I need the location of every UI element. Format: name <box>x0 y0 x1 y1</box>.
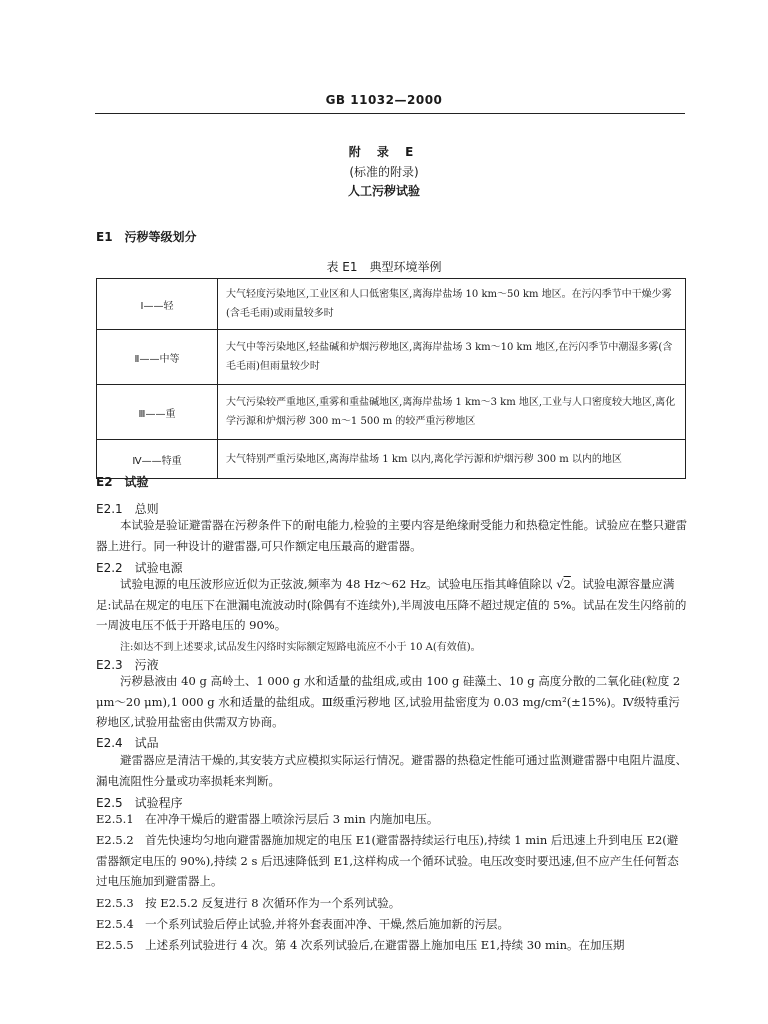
environment-description: 大气轻度污染地区,工业区和人口低密集区,离海岸盐场 10 km～50 km 地区。在污闪季节中干燥少雾(含毛毛雨)或雨量较多时 <box>218 279 686 330</box>
sqrt-radicand: 2 <box>563 577 571 591</box>
e254-text: E2.5.4 一个系列试验后停止试验,并将外套表面冲净、干燥,然后施加新的污层。 <box>96 917 509 931</box>
e21-title: E2.1 总则 <box>96 502 159 516</box>
table-row <box>97 440 686 479</box>
pollution-level: Ⅳ——特重 <box>97 440 218 479</box>
pollution-level: Ⅰ——轻 <box>97 279 218 330</box>
e253-text: E2.5.3 按 E2.5.2 反复进行 8 次循环作为一个系列试验。 <box>96 896 401 910</box>
e252-text: E2.5.2 首先快速均匀地向避雷器施加规定的电压 E1(避雷器持续运行电压),持续 1 min 后迅速上升到电压 E2(避雷器额定电压的 90%),持续 2 s 后迅速降低到 E1,这样构成一个循环试验。电压改变时要迅速,但不应产生任何暂态过电压施加到避雷器上。 <box>96 833 679 888</box>
standard-code-header: GB 11032—2000 <box>325 93 443 107</box>
e23-text: 污秽悬液由 40 g 高岭土、1 000 g 水和适量的盐组成,或由 100 g 硅藻土、10 g 高度分散的二氧化硅(粒度 2 μm～20 μm),1 000 g 水和适量的盐组成。Ⅲ级重污秽地 区,试验用盐密度为 0.03 mg/cm²(±15%)。Ⅳ级特重污秽地区,试验用盐密由供需双方协商。 <box>96 674 681 729</box>
table-row <box>97 279 686 330</box>
table-row <box>97 385 686 440</box>
section-e1-heading: E1 污秽等级划分 <box>96 230 197 244</box>
environment-description: 大气中等污染地区,轻盐碱和炉烟污秽地区,离海岸盐场 3 km～10 km 地区,在污闪季节中潮湿多雾(含毛毛雨)但雨量较少时 <box>218 330 686 385</box>
e22-text <box>96 574 688 636</box>
e24-text: 避雷器应是清洁干燥的,其安装方式应模拟实际运行情况。避雷器的热稳定性能可通过监测避雷器中电阻片温度、漏电流阻性分量或功率损耗来判断。 <box>96 753 688 788</box>
e22-text-a: 试验电源的电压波形应近似为正弦波,频率为 48 Hz～62 Hz。试验电压指其峰值除以 √ <box>120 577 564 591</box>
e25-title: E2.5 试验程序 <box>96 796 183 810</box>
e251-text: E2.5.1 在冲净干燥后的避雷器上喷涂污层后 3 min 内施加电压。 <box>96 812 439 826</box>
e22-text-b: 。试验电源容量应满足:试品在规定的电压下在泄漏电流波动时(除偶有不连续外),半周波电压降不超过规定值的 5%。试品在发生闪络前的一周波电压不低于开路电压的 90%。 <box>96 577 687 632</box>
table-caption: 表 E1 典型环境举例 <box>326 260 442 274</box>
environment-table <box>96 278 686 479</box>
e24-title: E2.4 试品 <box>96 736 159 750</box>
e255-text: E2.5.5 上述系列试验进行 4 次。第 4 次系列试验后,在避雷器上施加电压 E1,持续 30 min。在加压期 <box>96 938 625 952</box>
e23-title: E2.3 污液 <box>96 658 159 672</box>
annex-name: 人工污秽试验 <box>347 184 420 198</box>
table-row <box>97 330 686 385</box>
section-e2-heading: E2 试验 <box>96 475 149 489</box>
pollution-level: Ⅱ——中等 <box>97 330 218 385</box>
e22-title: E2.2 试验电源 <box>96 561 183 575</box>
environment-description: 大气特别严重污染地区,离海岸盐场 1 km 以内,离化学污源和炉烟污秽 300 m 以内的地区 <box>218 440 686 479</box>
header-rule <box>95 113 685 114</box>
e21-text: 本试验是验证避雷器在污秽条件下的耐电能力,检验的主要内容是绝缘耐受能力和热稳定性能。试验应在整只避雷器上进行。同一种设计的避雷器,可只作额定电压最高的避雷器。 <box>96 518 688 553</box>
annex-title: 附 录 E <box>348 145 420 159</box>
environment-description: 大气污染较严重地区,重雾和重盐碱地区,离海岸盐场 1 km～3 km 地区,工业与人口密度较大地区,离化学污源和炉烟污秽 300 m～1 500 m 的较严重污秽地区 <box>218 385 686 440</box>
annex-subtitle: (标准的附录) <box>349 165 419 179</box>
pollution-level: Ⅲ——重 <box>97 385 218 440</box>
e22-note: 注:如达不到上述要求,试品发生闪络时实际额定短路电流应不小于 10 A(有效值)。 <box>120 642 481 653</box>
